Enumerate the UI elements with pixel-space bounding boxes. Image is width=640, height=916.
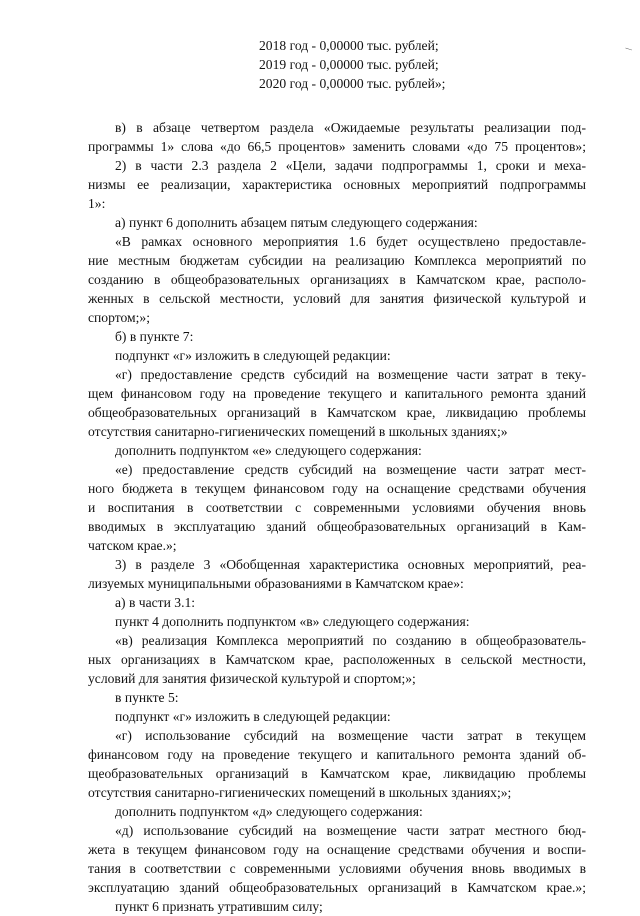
- doc-line-14: спортом;»;: [88, 310, 150, 325]
- doc-line-24: и воспитания в соответствии с современными условиями обучения вновь: [88, 500, 586, 515]
- doc-line-29: а) в части 3.1:: [115, 595, 196, 610]
- doc-line-16: подпункт «г» изложить в следующей редакции:: [115, 348, 391, 363]
- doc-line-39: отсутствия санитарно-гигиенических помещений в школьных зданиях;»;: [88, 785, 512, 800]
- doc-line-23: ного бюджета в текущем финансовом году на оснащение средствами обучения: [88, 481, 586, 496]
- doc-line-22: «е) предоставление средств субсидий на возмещение части затрат мест-: [115, 462, 586, 477]
- doc-line-25: вводимых в эксплуатацию зданий общеобразовательных организаций в Кам-: [88, 519, 586, 534]
- doc-line-31: «в) реализация Комплекса мероприятий по созданию в общеобразователь-: [115, 633, 586, 648]
- doc-line-6: 2) в части 2.3 раздела 2 «Цели, задачи подпрограммы 1, сроки и меха-: [115, 158, 586, 173]
- doc-line-34: в пункте 5:: [115, 690, 179, 705]
- doc-line-27: 3) в разделе 3 «Обобщенная характеристика основных мероприятий, реа-: [115, 557, 586, 572]
- doc-line-38: щеобразовательных организаций в Камчатском крае, ликвидацию проблемы: [88, 766, 586, 781]
- doc-line-28: лизуемых муниципальными образованиями в Камчатском крае»:: [88, 576, 464, 591]
- doc-line-41: «д) использование субсидий на возмещение части затрат местного бюд-: [115, 823, 586, 838]
- doc-line-7: низмы ее реализации, характеристика основных мероприятий подпрограммы: [88, 177, 586, 192]
- doc-line-43: тания в соответствии с современными условиями обучения вновь вводимых в: [88, 861, 586, 876]
- doc-line-13: женных в сельской местности, условий для занятия физической культурой и: [88, 291, 586, 306]
- doc-line-33: условий для занятия физической культурой и спортом;»;: [88, 671, 416, 686]
- doc-line-9: а) пункт 6 дополнить абзацем пятым следующего содержания:: [115, 215, 478, 230]
- doc-line-45: пункт 6 признать утратившим силу;: [115, 899, 323, 914]
- doc-line-8: 1»:: [88, 196, 106, 211]
- doc-line-19: общеобразовательных организаций в Камчатском крае, ликвидацию проблемы: [88, 405, 586, 420]
- doc-line-32: ных организациях в Камчатском крае, расположенных в сельской местности,: [88, 652, 586, 667]
- doc-line-15: б) в пункте 7:: [115, 329, 194, 344]
- doc-line-40: дополнить подпунктом «д» следующего содержания:: [115, 804, 423, 819]
- doc-line-26: чатском крае.»;: [88, 538, 177, 553]
- doc-line-17: «г) предоставление средств субсидий на возмещение части затрат в теку-: [115, 367, 586, 382]
- doc-line-21: дополнить подпунктом «е» следующего содержания:: [115, 443, 422, 458]
- margin-mark: /: [623, 47, 634, 51]
- doc-line-11: ние местным бюджетам субсидии на реализацию Комплекса мероприятий по: [88, 253, 586, 268]
- doc-line-1: 2018 год - 0,00000 тыс. рублей;: [259, 38, 439, 53]
- doc-line-42: жета в текущем финансовом году на оснащение средствами обучения и воспи-: [88, 842, 586, 857]
- doc-line-44: эксплуатацию зданий общеобразовательных организаций в Камчатском крае.»;: [88, 880, 586, 895]
- doc-line-10: «В рамках основного мероприятия 1.6 будет осуществлено предоставле-: [115, 234, 586, 249]
- doc-line-12: созданию в общеобразовательных организациях в Камчатском крае, располо-: [88, 272, 586, 287]
- doc-line-35: подпункт «г» изложить в следующей редакции:: [115, 709, 391, 724]
- doc-line-4: в) в абзаце четвертом раздела «Ожидаемые результаты реализации под-: [115, 120, 586, 135]
- doc-line-3: 2020 год - 0,00000 тыс. рублей»;: [259, 76, 446, 91]
- doc-line-18: щем финансовом году на проведение текущего и капитального ремонта зданий: [88, 386, 586, 401]
- doc-line-30: пункт 4 дополнить подпунктом «в» следующего содержания:: [115, 614, 470, 629]
- doc-line-37: финансовом году на проведение текущего и капитального ремонта зданий об-: [88, 747, 586, 762]
- doc-line-36: «г) использование субсидий на возмещение части затрат в текущем: [115, 728, 586, 743]
- doc-line-20: отсутствия санитарно-гигиенических помещений в школьных зданиях;»: [88, 424, 508, 439]
- doc-line-5: программы 1» слова «до 66,5 процентов» заменить словами «до 75 процентов»;: [88, 139, 586, 154]
- doc-line-2: 2019 год - 0,00000 тыс. рублей;: [259, 57, 439, 72]
